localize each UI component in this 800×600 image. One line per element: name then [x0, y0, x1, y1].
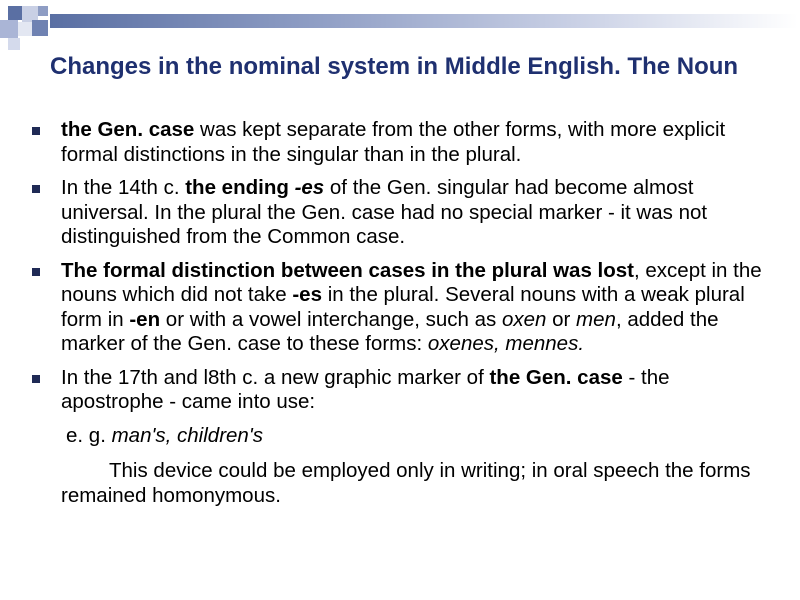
text: , except in the nouns which did not take — [61, 258, 762, 306]
decor-square — [8, 6, 22, 20]
text: or — [546, 307, 577, 331]
bullet-item-4 — [30, 366, 775, 415]
bold-text: The formal distinction between cases in the plural was lost — [61, 258, 634, 282]
text: was kept separate from the other forms, with more explicit formal distinctions in the singular than in the plural. — [61, 118, 726, 166]
example-prefix: e. g. — [66, 423, 112, 447]
bullet-item-2 — [30, 176, 775, 250]
square-bullet-icon — [32, 185, 40, 193]
slide-body — [30, 118, 775, 508]
bold-text: the Gen. case — [489, 365, 623, 389]
text: In the 17th and l8th c. a new graphic marker of — [61, 365, 490, 389]
note-paragraph: This device could be employed only in writing; in oral speech the forms remained homonymous. — [61, 459, 751, 507]
example-words: man's, children's — [111, 423, 263, 447]
bold-text: the Gen. case — [61, 118, 195, 141]
decor-square — [38, 6, 48, 16]
decor-square — [0, 20, 18, 38]
text: of the Gen. singular had become almost universal. In the plural the Gen. case had no special marker - it was not distinguished from the Common case. — [61, 176, 708, 248]
decor-square — [32, 20, 48, 36]
decor-square — [18, 22, 32, 36]
text: or with a vowel interchange, such as — [160, 307, 502, 331]
bold-text: -es — [292, 283, 322, 306]
text: In the 14th c. — [61, 176, 186, 199]
text: in the plural. Several nouns with a weak plural form in — [61, 283, 745, 331]
bullet-item-3 — [30, 259, 775, 357]
square-bullet-icon — [32, 127, 40, 135]
example-line — [30, 424, 775, 449]
text: , added the marker of the Gen. case to these forms: — [61, 307, 719, 355]
bold-italic-text: -es — [294, 176, 325, 199]
italic-text: oxen — [501, 307, 547, 331]
square-bullet-icon — [32, 268, 40, 276]
bold-text: the ending — [185, 176, 295, 199]
bold-text: -en — [129, 307, 161, 331]
text: - the apostrophe - came into use: — [61, 365, 670, 413]
italic-text: oxenes, mennes. — [427, 332, 585, 355]
header-gradient-bar — [50, 14, 798, 28]
slide-title: Changes in the nominal system in Middle English. The Noun — [50, 53, 739, 80]
square-bullet-icon — [32, 375, 40, 383]
decor-square — [8, 38, 20, 50]
bullet-item-1 — [30, 118, 775, 167]
italic-text: men — [576, 307, 616, 331]
